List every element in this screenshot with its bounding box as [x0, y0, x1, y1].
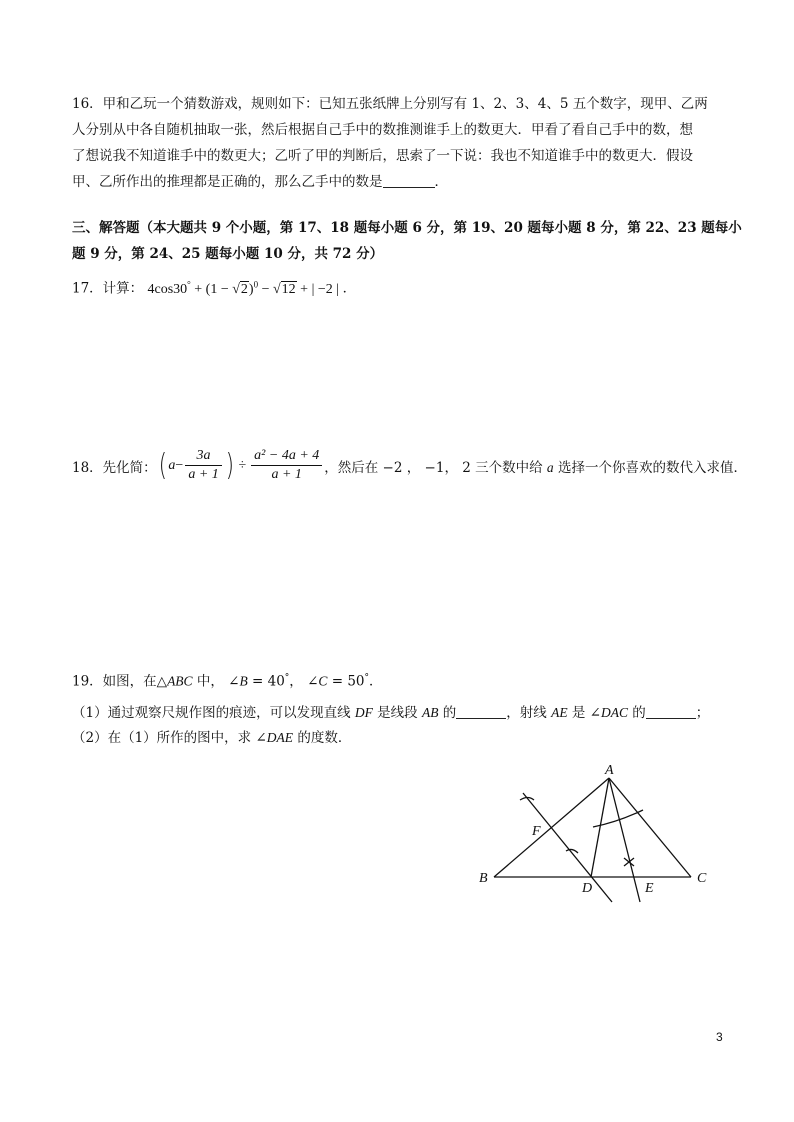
q18-left-paren: (	[158, 448, 167, 483]
q18	[72, 447, 747, 484]
q18-frac2-num: a² − 4a + 4	[251, 447, 322, 466]
q19-blank-1[interactable]	[456, 703, 506, 719]
q17-exp: 0	[253, 279, 259, 289]
label-a: A	[605, 763, 614, 778]
q16-line-2: 人分别从中各自随机抽取一张，然后根据自己手中的数推测谁手上的数更大．甲看了看自己手中的数，想	[72, 122, 693, 138]
label-c: C	[697, 871, 707, 886]
q17-minus: −	[258, 281, 273, 297]
q18-tail: ，然后在 −2 ， −1， 2 三个数中给 a 选择一个你喜欢的数代入求值．	[324, 459, 747, 476]
q16-line-3: 了想说我不知道谁手中的数更大；乙听了甲的判断后，思索了一下说：我也不知道谁手中的数更大．假设	[72, 148, 693, 164]
q18-divide: ÷	[238, 457, 247, 473]
q17-label: 17．计算：	[72, 280, 144, 297]
label-d: D	[582, 881, 593, 896]
q18-right-paren: )	[225, 448, 234, 483]
q16-end: ．	[434, 174, 448, 190]
triangle-figure	[470, 755, 720, 915]
label-f: F	[532, 824, 541, 839]
q16-line-1: 16．甲和乙玩一个猜数游戏，规则如下：已知五张纸牌上分别写有 1、2、3、4、5 五个数字，现甲、乙两	[72, 96, 708, 112]
q17-sqrt2: 2	[240, 281, 248, 297]
q18-minus: −	[175, 457, 184, 473]
q19-line-1: 19．如图，在△ABC 中， ∠B = 40°， ∠C = 50°．	[72, 673, 383, 690]
line-df	[523, 793, 612, 902]
q17-plus: + (1 −	[190, 281, 233, 297]
q19-label: 19．如图，在△	[72, 673, 168, 690]
q19-part-2: （2）在（1）所作的图中，求 ∠DAE 的度数．	[72, 730, 352, 746]
q17	[72, 272, 356, 302]
q17-coef: 4cos30	[147, 281, 188, 297]
q19-triangle-name: ABC	[167, 673, 193, 689]
q18-frac2-den: a + 1	[271, 467, 302, 482]
q17-degree: °	[187, 279, 191, 289]
label-b: B	[479, 871, 488, 886]
section-3-heading-line-1: 三、解答题（本大题共 9 个小题，第 17、18 题每小题 6 分，第 19、20 题每小题 8 分，第 22、23 题每小	[72, 220, 742, 236]
q17-expression: $4\cos 30^\circ + (1 - √2)^0 - √12$ + | −2 |	[147, 279, 340, 297]
q17-abs: + | −2 |	[296, 281, 340, 297]
q18-fraction-2	[251, 447, 322, 484]
q19-part-1: （1）通过观察尺规作图的痕迹，可以发现直线 DF 是线段 AB 的 ，射线 AE 是 ∠DAC 的 ；	[72, 705, 710, 721]
label-e: E	[645, 881, 654, 896]
q18-frac1-den: a + 1	[188, 467, 219, 482]
q19-blank-2[interactable]	[646, 703, 696, 719]
page-number: 3	[716, 1030, 723, 1044]
q16-line-4	[72, 170, 448, 195]
q18-label: 18．先化简：	[72, 459, 157, 476]
q18-var-a: a	[168, 457, 176, 473]
q16-text: 甲、乙所作出的推理都是正确的，那么乙手中的数是	[72, 174, 383, 190]
q18-fraction-1	[185, 447, 221, 484]
q16-answer-blank[interactable]	[383, 172, 435, 188]
q18-frac1-num: 3a	[185, 447, 221, 466]
q17-sqrt12: 12	[281, 281, 296, 297]
q17-end: ．	[342, 280, 357, 297]
section-3-heading-line-2: 题 9 分，第 24、25 题每小题 10 分，共 72 分）	[72, 246, 384, 262]
